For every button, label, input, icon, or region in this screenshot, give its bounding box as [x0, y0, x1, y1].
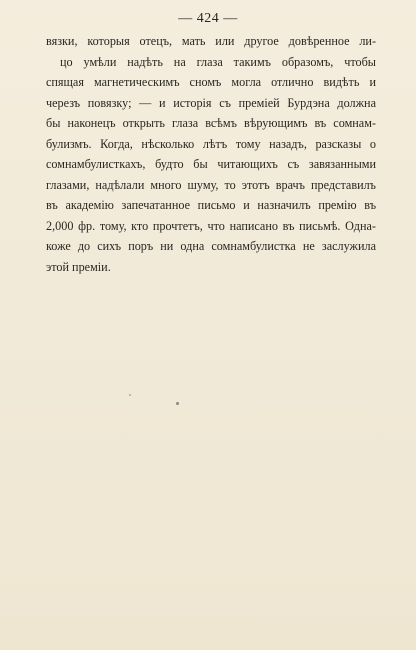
text-line: въ академію запечатанное письмо и назначилъ премію въ: [46, 198, 376, 212]
ink-speck: [129, 394, 131, 396]
text-line: 2,000 фр. тому, кто прочтетъ, что написано въ письмѣ. Одна-: [46, 218, 376, 233]
body-paragraph: [46, 31, 376, 277]
ink-speck: [176, 402, 179, 405]
text-line: цо умѣли надѣть на глаза такимъ образомъ, чтобы: [60, 54, 376, 69]
text-line: коже до сихъ поръ ни одна сомнамбулистка не заслужила: [46, 239, 376, 253]
text-line: спящая магнетическимъ сномъ могла отлично видѣть и: [46, 75, 376, 89]
page-number: — 424 —: [178, 11, 238, 26]
text-line: бы наконецъ открыть глаза всѣмъ вѣрующимъ въ сомнам-: [46, 116, 376, 130]
text-line: вязки, которыя отецъ, мать или другое довѣренное ли-: [46, 34, 376, 48]
text-line: этой преміи.: [46, 259, 111, 274]
text-line: сомнамбулисткахъ, будто бы читающихъ съ завязанными: [46, 157, 376, 171]
text-line: черезъ повязку; — и исторія съ преміей Бурдэна должна: [46, 95, 376, 110]
text-line: глазами, надѣлали много шуму, то этотъ врачъ представилъ: [46, 177, 376, 192]
text-line: булизмъ. Когда, нѣсколько лѣтъ тому назадъ, разсказы о: [46, 136, 376, 151]
